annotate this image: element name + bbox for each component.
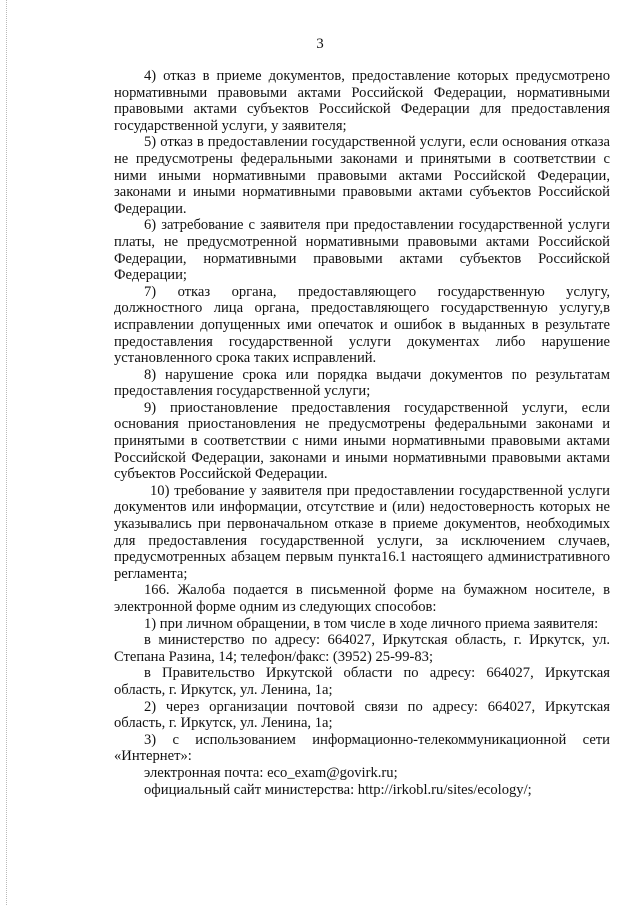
paragraph-item-7: 7) отказ органа, предоставляющего государственную услугу, должностного лица органа, предоставляющего государственную услугу,в исправлении допущенных ими опечаток и ошибок в выданных в результате предоставления государственной услуги документах либо нарушение установленного срока таких исправлений. [114, 283, 610, 367]
document-body [114, 68, 610, 798]
paragraph-item-8: 8) нарушение срока или порядка выдачи документов по результатам предоставления государственной услуги; [114, 366, 610, 400]
paragraph-item-10: 10) требование у заявителя при предоставлении государственной услуги документов или информации, отсутствие и (или) недостоверность которых не указывались при первоначальном отказе в приеме документов, необходимых для предоставления государственной услуги, за исключением случаев, предусмотренных абзацем первым пункта16.1 настоящего административного регламента; [114, 482, 610, 582]
scan-edge-line [6, 0, 7, 905]
paragraph-ministry-address: в министерство по адресу: 664027, Иркутская область, г. Иркутск, ул. Степана Разина, 14; телефон/факс: (3952) 25-99-83; [114, 632, 610, 665]
paragraph-method-1: 1) при личном обращении, в том числе в ходе личного приема заявителя: [144, 615, 599, 632]
paragraph-email: электронная почта: eco_exam@govirk.ru; [144, 764, 398, 781]
paragraph-complaint-166: 166. Жалоба подается в письменной форме на бумажном носителе, в электронной форме одним из следующих способов: [114, 582, 610, 615]
paragraph-website: официальный сайт министерства: http://irkobl.ru/sites/ecology/; [144, 781, 532, 798]
paragraph-method-2: 2) через организации почтовой связи по адресу: 664027, Иркутская область, г. Иркутск, ул. Ленина, 1а; [114, 698, 610, 732]
paragraph-item-9: 9) приостановление предоставления государственной услуги, если основания приостановления не предусмотрены федеральными законами и принятыми в соответствии с ними иными нормативными правовыми актами Российской Федерации, законами и иными нормативными правовыми актами субъектов Российской Федерации. [114, 399, 610, 483]
paragraph-item-5: 5) отказ в предоставлении государственной услуги, если основания отказа не предусмотрены федеральными законами и принятыми в соответствии с ними иными нормативными правовыми актами Российской Федерации, законами и иными нормативными правовыми актами субъектов Российской Федерации. [114, 134, 610, 217]
page-number: 3 [316, 36, 324, 52]
paragraph-item-6: 6) затребование с заявителя при предоставлении государственной услуги платы, не предусмотренной нормативными правовыми актами Российской Федерации, нормативными правовыми актами субъектов Российской Федерации; [114, 217, 610, 284]
paragraph-government-address: в Правительство Иркутской области по адресу: 664027, Иркутская область, г. Иркутск, ул. Ленина, 1а; [114, 665, 610, 698]
paragraph-method-3: 3) с использованием информационно-телекоммуникационной сети «Интернет»: [114, 731, 610, 765]
paragraph-item-4: 4) отказ в приеме документов, предоставление которых предусмотрено нормативными правовыми актами Российской Федерации, нормативными правовыми актами субъектов Российской Федерации для предоставления государственной услуги, у заявителя; [114, 68, 610, 134]
